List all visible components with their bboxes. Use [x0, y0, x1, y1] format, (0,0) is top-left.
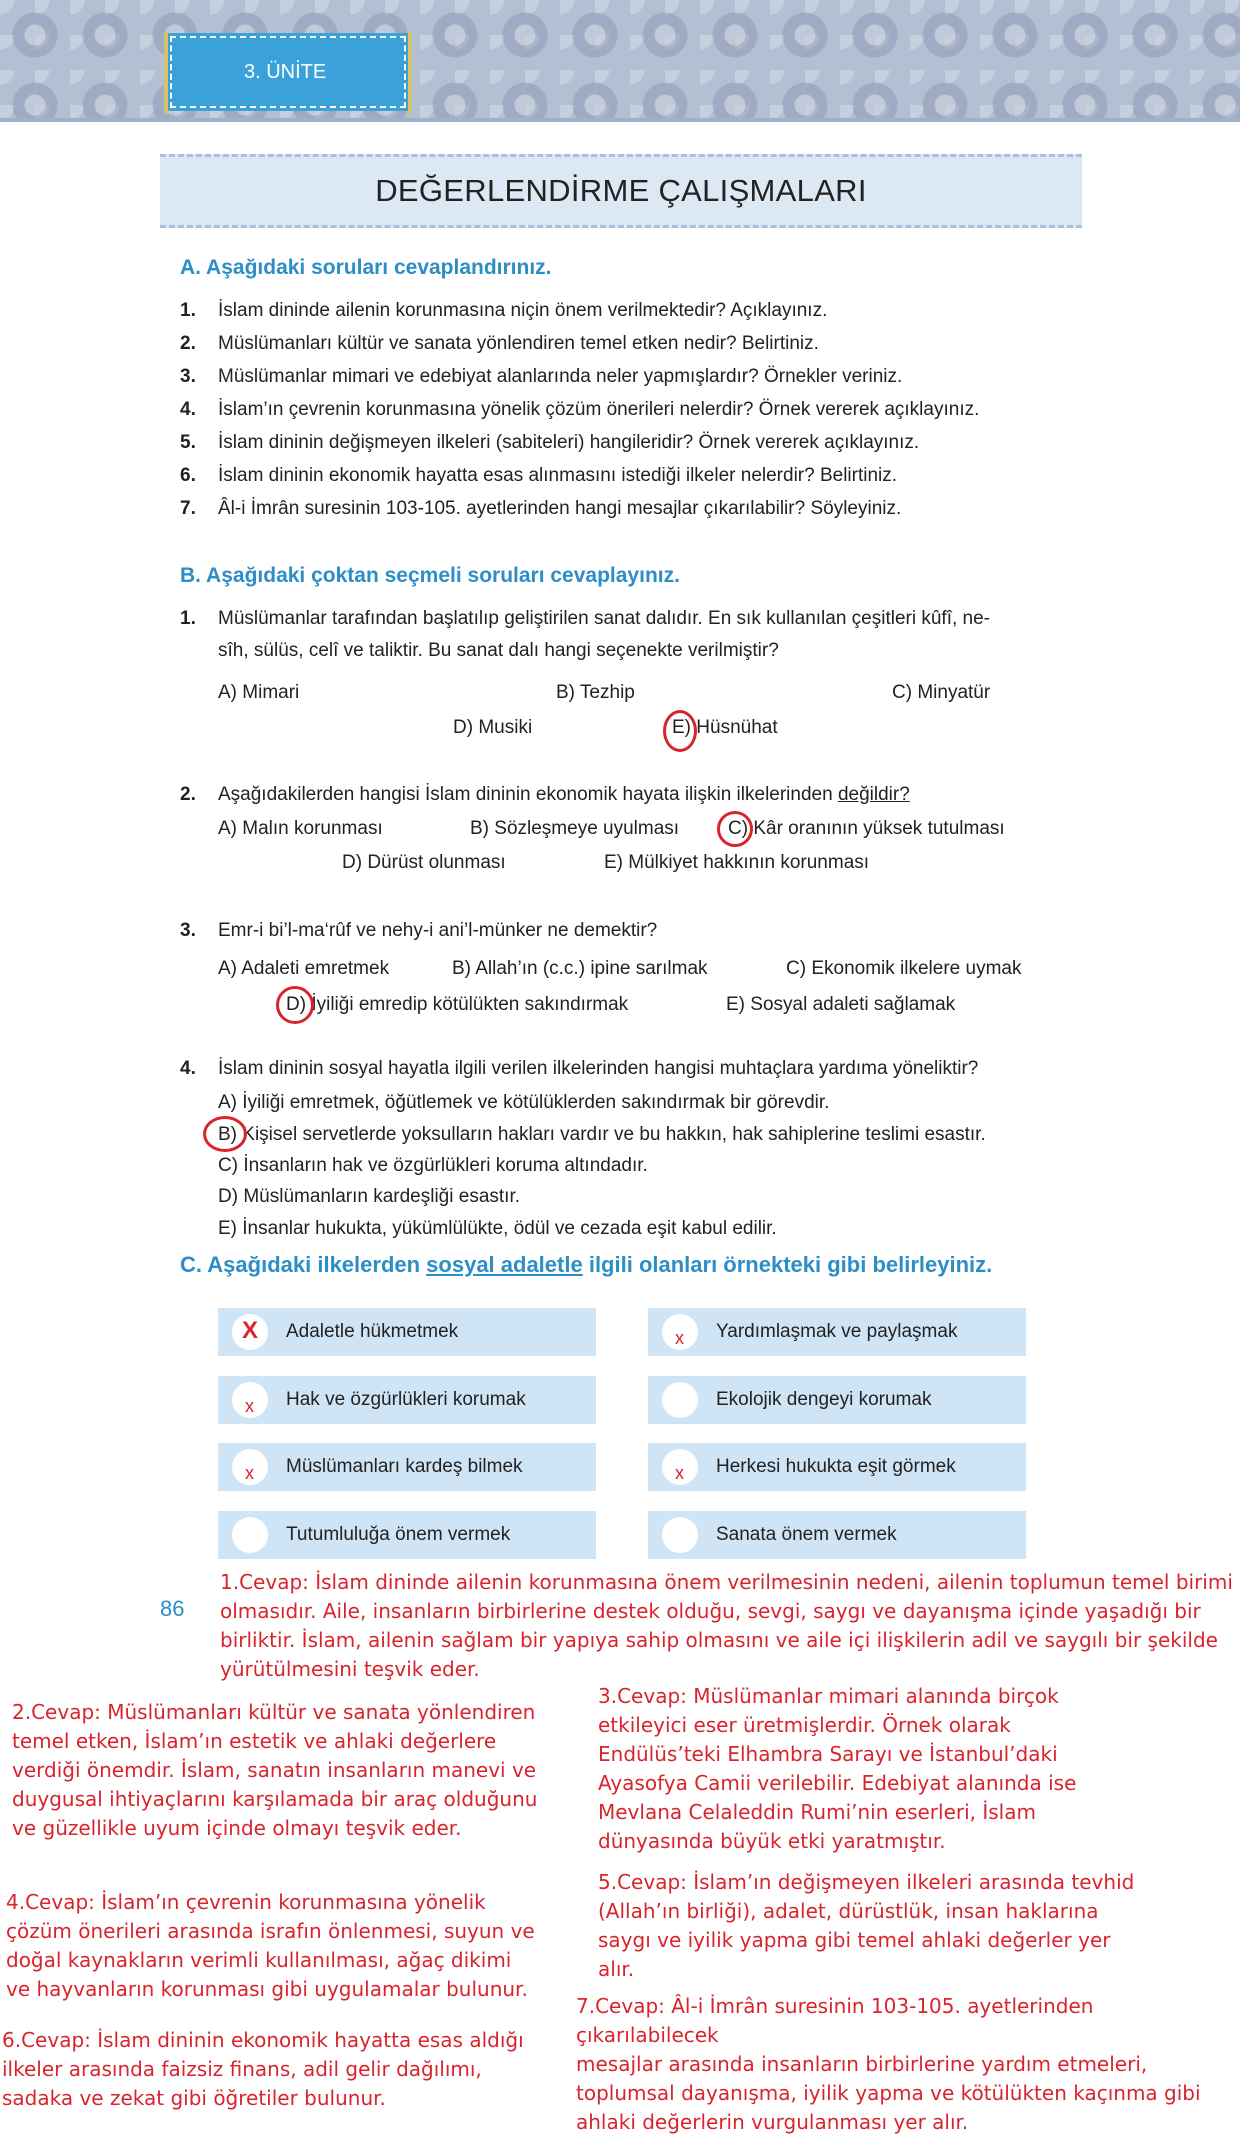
a-question-text: Müslümanlar mimari ve edebiyat alanlarında neler yapmışlardır? Örnekler veriniz. [218, 366, 903, 387]
principle-label: Müslümanları kardeş bilmek [286, 1456, 523, 1477]
b-q1-option-e[interactable]: E) Hüsnühat [672, 717, 778, 738]
answer-line: mesajlar arasında insanların birbirlerine yardım etmeleri, [576, 2052, 1148, 2076]
a-question-6 [180, 465, 897, 487]
a-question-number: 2. [180, 333, 196, 354]
answer-line: Endülüs’teki Elhambra Sarayı ve İstanbul’daki [598, 1742, 1058, 1766]
principle-label: Sanata önem vermek [716, 1524, 897, 1545]
b-q3-option-c[interactable]: C) Ekonomik ilkelere uymak [786, 958, 1022, 979]
checkbox-circle[interactable] [662, 1517, 698, 1553]
checkbox-circle[interactable] [232, 1314, 268, 1350]
b-q1-line1: Müslümanlar tarafından başlatılıp geliştirilen sanat dalıdır. En sık kullanılan çeşitleri kûfî, ne- [218, 608, 990, 629]
a-question-text: Âl-i İmrân suresinin 103-105. ayetlerinden hangi mesajlar çıkarılabilir? Söyleyiniz. [218, 498, 902, 519]
a-question-number: 3. [180, 366, 196, 387]
answer-line: ahlaki değerlerin vurgulanması yer alır. [576, 2110, 969, 2134]
answer-line: 1.Cevap: İslam dininde ailenin korunmasına önem verilmesinin nedeni, ailenin toplumun temel birimi [220, 1570, 1233, 1594]
a-question-3 [180, 366, 902, 388]
section-c-heading-underlined: sosyal adaletle [426, 1252, 583, 1277]
answer-line: olmasıdır. Aile, insanların birbirlerine destek olduğu, sevgi, saygı ve dayanışma içinde yaşadığı bir [220, 1599, 1201, 1623]
answer-line: Ayasofya Camii verilebilir. Edebiyat alanında ise [598, 1771, 1077, 1795]
section-c-heading-pre: C. Aşağıdaki ilkelerden [180, 1252, 427, 1277]
answer-2 [12, 1698, 537, 1843]
page-number: 86 [160, 1596, 185, 1621]
unit-tag [170, 36, 406, 108]
answer-line: dünyasında büyük etki yaratmıştır. [598, 1829, 946, 1853]
b-q1-option-c[interactable]: C) Minyatür [892, 682, 991, 703]
checkbox-circle[interactable] [232, 1382, 268, 1418]
b-q2-option-d[interactable]: D) Dürüst olunması [342, 852, 506, 873]
principle-item[interactable] [218, 1376, 596, 1424]
b-q3-option-d[interactable]: D) İyiliği emredip kötülükten sakındırmak [286, 994, 629, 1015]
a-question-7 [180, 498, 901, 520]
answer-5 [598, 1868, 1134, 1984]
b-q4-option-e[interactable]: E) İnsanlar hukukta, yükümlülükte, ödül ve cezada eşit kabul edilir. [218, 1218, 777, 1239]
b-q1-option-a[interactable]: A) Mimari [218, 682, 300, 703]
answer-line: 7.Cevap: Âl-i İmrân suresinin 103-105. ayetlerinden çıkarılabilecek [576, 1994, 1094, 2047]
b-q1-number: 1. [180, 608, 196, 629]
b-q2-option-e[interactable]: E) Mülkiyet hakkının korunması [604, 852, 870, 873]
answer-line: alır. [598, 1957, 635, 1981]
b-q3-option-e[interactable]: E) Sosyal adaleti sağlamak [726, 994, 956, 1015]
checkbox-circle[interactable] [662, 1382, 698, 1418]
answer-line: 6.Cevap: İslam dininin ekonomik hayatta esas aldığı [2, 2028, 524, 2052]
answer-line: (Allah’ın birliği), adalet, dürüstlük, insan haklarına [598, 1899, 1099, 1923]
a-question-1 [180, 300, 827, 322]
page-title-text: DEĞERLENDİRME ÇALIŞMALARI [375, 173, 867, 208]
a-question-4 [180, 399, 979, 421]
answer-6 [2, 2026, 524, 2113]
principle-label: Tutumluluğa önem vermek [286, 1524, 511, 1545]
answer-line: toplumsal dayanışma, iyilik yapma ve kötülükten kaçınma gibi [576, 2081, 1201, 2105]
section-c-heading-post: ilgili olanları örnekteki gibi belirleyiniz. [582, 1252, 993, 1277]
answer-line: yürütülmesini teşvik eder. [220, 1657, 480, 1681]
a-question-number: 6. [180, 465, 196, 486]
a-question-text: İslam’ın çevrenin korunmasına yönelik çözüm önerileri nelerdir? Örnek vererek açıklayınız. [218, 399, 980, 420]
answer-1 [220, 1568, 1233, 1684]
answer-line: ve hayvanların korunması gibi uygulamalar bulunur. [6, 1977, 528, 2001]
answer-line: verdiği önemdir. İslam, sanatın insanların manevi ve [12, 1758, 537, 1782]
x-mark-icon: x [245, 1396, 254, 1416]
a-question-text: Müslümanları kültür ve sanata yönlendiren temel etken nedir? Belirtiniz. [218, 333, 819, 354]
b-q4-option-d[interactable]: D) Müslümanların kardeşliği esastır. [218, 1186, 520, 1207]
b-q2-stem [218, 784, 910, 806]
answer-4 [6, 1888, 535, 2004]
answer-line: 3.Cevap: Müslümanlar mimari alanında birçok [598, 1684, 1059, 1708]
b-q3-stem: Emr-i bi’l-ma‘rûf ve nehy-i ani’l-münker ne demektir? [218, 920, 658, 941]
x-mark-icon: x [245, 1463, 254, 1483]
a-question-number: 1. [180, 300, 196, 321]
principle-label: Yardımlaşmak ve paylaşmak [716, 1321, 958, 1342]
x-mark-icon: x [675, 1463, 684, 1483]
page-title [160, 154, 1082, 228]
principle-label: Hak ve özgürlükleri korumak [286, 1389, 526, 1410]
principle-item[interactable] [648, 1308, 1026, 1356]
b-q2-number: 2. [180, 784, 196, 805]
answer-line: çözüm önerileri arasında israfın önlenmesi, suyun ve [6, 1919, 535, 1943]
a-question-2 [180, 333, 819, 355]
b-q2-stem-underlined: değildir? [837, 784, 910, 805]
b-q3-option-b[interactable]: B) Allah’ın (c.c.) ipine sarılmak [452, 958, 708, 979]
answer-line: saygı ve iyilik yapma gibi temel ahlaki değerler yer [598, 1928, 1111, 1952]
b-q2-answer-circle [717, 811, 753, 847]
section-c-heading [180, 1252, 992, 1278]
b-q4-answer-circle [203, 1116, 247, 1152]
answer-line: ilkeler arasında faizsiz finans, adil gelir dağılımı, [2, 2057, 482, 2081]
b-q3-number: 3. [180, 920, 196, 941]
b-q1-answer-circle [663, 710, 697, 752]
answer-7 [576, 1992, 1240, 2137]
principle-item[interactable] [218, 1443, 596, 1491]
answer-line: 2.Cevap: Müslümanları kültür ve sanata yönlendiren [12, 1700, 536, 1724]
checkbox-circle[interactable] [662, 1449, 698, 1485]
section-a-heading: A. Aşağıdaki soruları cevaplandırınız. [180, 256, 552, 279]
unit-tag-edge-left [164, 32, 168, 114]
principle-item[interactable] [648, 1376, 1026, 1424]
checkbox-circle[interactable] [232, 1449, 268, 1485]
answer-3 [598, 1682, 1076, 1856]
a-question-number: 7. [180, 498, 196, 519]
b-q3-option-a[interactable]: A) Adaleti emretmek [218, 958, 390, 979]
answer-line: birliktir. İslam, ailenin sağlam bir yapıya sahip olmasını ve aile içi ilişkilerin adil ve saygılı bir şekilde [220, 1628, 1218, 1652]
x-mark-icon: x [675, 1328, 684, 1348]
b-q1-option-b[interactable]: B) Tezhip [556, 682, 635, 703]
x-mark-icon: X [242, 1317, 259, 1344]
principle-item[interactable] [648, 1443, 1026, 1491]
a-question-text: İslam dininin değişmeyen ilkeleri (sabiteleri) hangileridir? Örnek vererek açıklayınız. [218, 432, 920, 453]
b-q4-option-a[interactable]: A) İyiliği emretmek, öğütlemek ve kötülüklerden sakındırmak bir görevdir. [218, 1092, 830, 1113]
b-q4-option-c[interactable]: C) İnsanların hak ve özgürlükleri koruma altındadır. [218, 1155, 648, 1176]
b-q1-line2: sîh, sülüs, celî ve taliktir. Bu sanat dalı hangi seçenekte verilmiştir? [218, 640, 779, 661]
b-q2-option-a[interactable]: A) Malın korunması [218, 818, 383, 839]
principle-label: Adaletle hükmetmek [286, 1321, 459, 1342]
answer-line: ve güzellikle uyum içinde olmayı teşvik eder. [12, 1816, 462, 1840]
section-b-heading: B. Aşağıdaki çoktan seçmeli soruları cevaplayınız. [180, 564, 680, 587]
b-q4-number: 4. [180, 1058, 196, 1079]
b-q2-stem-text: Aşağıdakilerden hangisi İslam dininin ekonomik hayata ilişkin ilkelerinden [218, 784, 838, 805]
principle-label: Ekolojik dengeyi korumak [716, 1389, 932, 1410]
a-question-text: İslam dininde ailenin korunmasına niçin önem verilmektedir? Açıklayınız. [218, 300, 828, 321]
principle-item[interactable] [218, 1511, 596, 1559]
checkbox-circle[interactable] [232, 1517, 268, 1553]
answer-line: Mevlana Celaleddin Rumi’nin eserleri, İslam [598, 1800, 1036, 1824]
answer-line: 5.Cevap: İslam’ın değişmeyen ilkeleri arasında tevhid [598, 1870, 1135, 1894]
principle-label: Herkesi hukukta eşit görmek [716, 1456, 956, 1477]
a-question-text: İslam dininin ekonomik hayatta esas alınmasını istediği ilkeler nelerdir? Belirtiniz. [218, 465, 898, 486]
b-q3-answer-circle [276, 986, 314, 1024]
a-question-number: 5. [180, 432, 196, 453]
a-question-5 [180, 432, 919, 454]
checkbox-circle[interactable] [662, 1314, 698, 1350]
b-q2-option-b[interactable]: B) Sözleşmeye uyulması [470, 818, 680, 839]
answer-line: duygusal ihtiyaçlarını karşılamada bir araç olduğunu [12, 1787, 538, 1811]
a-question-number: 4. [180, 399, 196, 420]
principle-item[interactable] [218, 1308, 596, 1356]
unit-tag-edge-right [408, 32, 412, 114]
answer-line: doğal kaynakların verimli kullanılması, ağaç dikimi [6, 1948, 512, 1972]
b-q4-stem: İslam dininin sosyal hayatla ilgili verilen ilkelerinden hangisi muhtaçlara yardıma yöneliktir? [218, 1058, 979, 1079]
unit-label: 3. ÜNİTE [244, 60, 327, 83]
b-q4-option-b[interactable]: B) Kişisel servetlerde yoksulların hakları vardır ve bu hakkın, hak sahiplerine teslimi esastır. [218, 1124, 986, 1145]
answer-line: sadaka ve zekat gibi öğretiler bulunur. [2, 2086, 386, 2110]
answer-line: etkileyici eser üretmişlerdir. Örnek olarak [598, 1713, 1011, 1737]
principle-item[interactable] [648, 1511, 1026, 1559]
answer-line: temel etken, İslam’ın estetik ve ahlaki değerlere [12, 1729, 497, 1753]
b-q2-option-c[interactable]: C) Kâr oranının yüksek tutulması [728, 818, 1005, 839]
b-q1-option-d[interactable]: D) Musiki [453, 717, 533, 738]
answer-line: 4.Cevap: İslam’ın çevrenin korunmasına yönelik [6, 1890, 486, 1914]
